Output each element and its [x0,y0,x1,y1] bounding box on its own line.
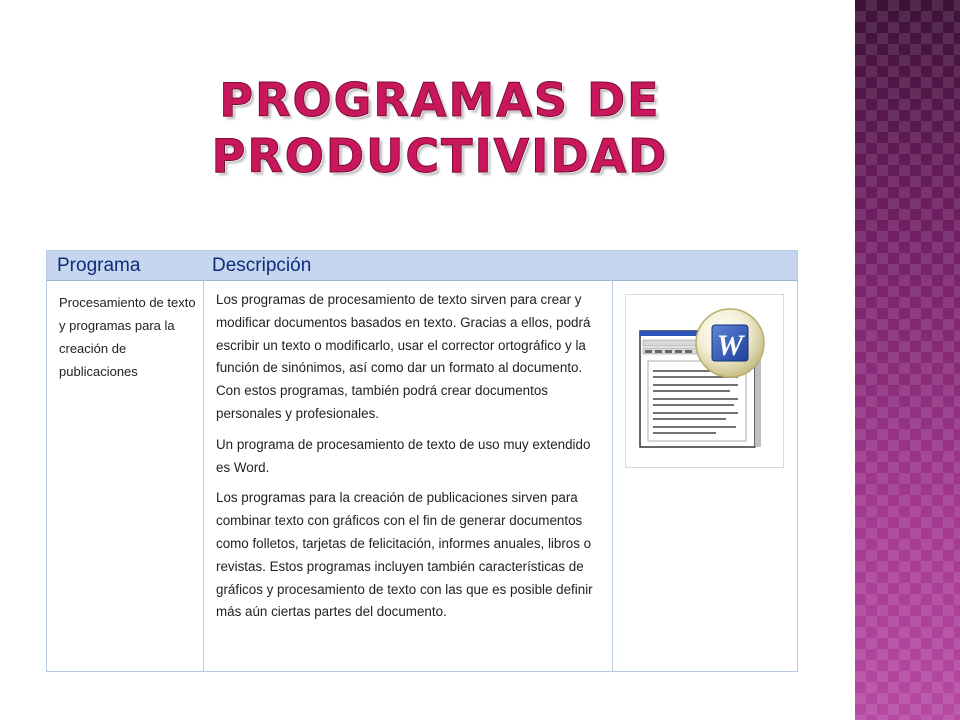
slide-title [150,72,730,184]
slide-title-line-2: PRODUCTIVIDAD [211,129,669,183]
column-divider [612,280,613,671]
word-document-icon [626,295,783,467]
programs-table [46,250,798,672]
cell-descripcion [216,289,608,632]
description-paragraph: Los programas de procesamiento de texto sirven para crear y modificar documentos basados en texto. Gracias a ellos, podrá escribir un texto o modificarlo, usar el corrector ortográfico y la función de sinónimos, así como dar un formato al documento. Con estos programas, también podrá crear documentos personales y profesionales. [216,292,591,421]
header-programa: Programa [57,255,141,276]
header-descripcion: Descripción [212,255,312,276]
description-paragraph: Un programa de procesamiento de texto de uso muy extendido es Word. [216,436,591,475]
cell-programa: Procesamiento de texto y programas para la creación de publicaciones [59,295,196,379]
description-paragraph: Los programas para la creación de publicaciones sirven para combinar texto con gráficos con el fin de generar documentos como folletos, tarjetas de felicitación, informes anuales, libros o revistas. Estos programas incluyen también características de gráficos y procesamiento de texto con las que es posible definir más aún ciertas partes del documento. [216,490,593,620]
svg-text:W: W [716,329,744,362]
slide-title-line-1: PROGRAMAS DE [219,73,661,127]
decorative-side-band [855,0,960,720]
table-header-row [47,251,797,281]
word-image-frame [625,294,784,468]
column-divider [203,280,204,671]
